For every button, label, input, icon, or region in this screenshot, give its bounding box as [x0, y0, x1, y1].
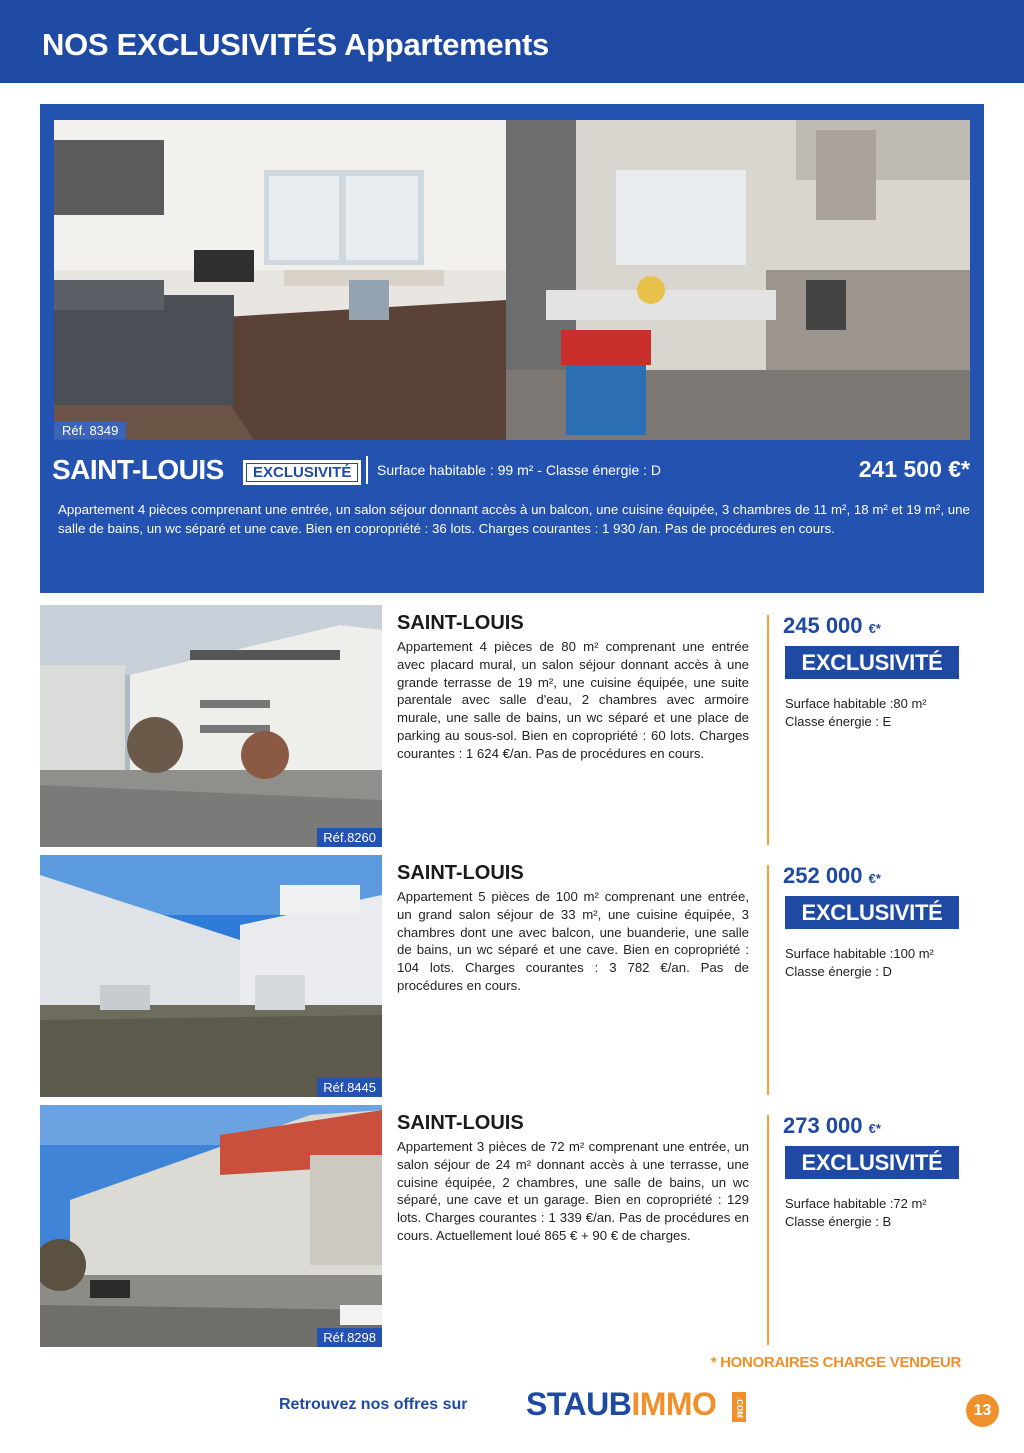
divider [366, 456, 368, 484]
featured-ref: Réf. 8349 [54, 422, 126, 439]
listing-surface: Surface habitable :100 m² [785, 946, 934, 961]
listing-city: SAINT-LOUIS [397, 1112, 524, 1134]
listing-energy-class: Classe énergie : E [785, 714, 892, 729]
divider [767, 1115, 769, 1345]
exclusive-badge: EXCLUSIVITÉ [785, 896, 959, 929]
footer-cta: Retrouvez nos offres sur [279, 1396, 468, 1413]
building-photo [40, 1105, 382, 1347]
page-number: 13 [966, 1394, 999, 1427]
listing-energy-class: Classe énergie : D [785, 964, 892, 979]
listing-description: Appartement 3 pièces de 72 m² comprenant une entrée, un salon séjour de 24 m² donnant accès à une terrasse, une cuisine équipée, 2 chambres, une salle de bains, un wc séparé, une cave et un garage. Bien en copropriété : 129 lots. Charges courantes : 1 339 €/an. Pas de procédures en cours. Actuellement loué 865 € + 90 € de charges. [397, 1139, 749, 1243]
listing-card[interactable] [40, 605, 984, 847]
building-photo [40, 605, 382, 847]
listing-surface: Surface habitable :72 m² [785, 1196, 927, 1211]
featured-exclusive-badge: EXCLUSIVITÉ [243, 460, 361, 485]
listing-card[interactable] [40, 1105, 984, 1347]
listing-surface: Surface habitable :80 m² [785, 696, 927, 711]
listing-price: 245 000 €* [783, 613, 881, 638]
listing-price: 252 000 €* [783, 863, 881, 888]
page-title: NOS EXCLUSIVITÉS Appartements [42, 27, 549, 62]
listing-price: 273 000 €* [783, 1113, 881, 1138]
page-header [0, 0, 1024, 83]
featured-listing[interactable] [40, 104, 984, 593]
listing-description: Appartement 5 pièces de 100 m² comprenant une entrée, un grand salon séjour de 33 m², une cuisine équipée, 3 chambres dont une avec balcon, une buanderie, une salle de bains, un wc séparé et une cave. Bien en copropriété : 104 lots. Charges courantes : 3 782 €/an. Pas de procédures en cours. [397, 889, 749, 993]
staubimmo-logo[interactable] [526, 1386, 716, 1423]
kitchen-photo [506, 120, 970, 440]
fees-note: * HONORAIRES CHARGE VENDEUR [710, 1354, 961, 1371]
divider [767, 865, 769, 1095]
featured-specs: Surface habitable : 99 m² - Classe énergie : D [377, 462, 662, 478]
living-room-photo [54, 120, 506, 440]
exclusive-badge: EXCLUSIVITÉ [785, 646, 959, 679]
featured-city: SAINT-LOUIS [52, 454, 224, 485]
listing-ref: Réf.8260 [317, 828, 382, 847]
exclusive-badge: EXCLUSIVITÉ [785, 1146, 959, 1179]
listing-ref: Réf.8298 [317, 1328, 382, 1347]
logo-suffix: .COM [732, 1392, 746, 1422]
listing-ref: Réf.8445 [317, 1078, 382, 1097]
listing-description: Appartement 4 pièces de 80 m² comprenant une entrée avec placard mural, un salon séjour donnant accès à une grande terrasse de 19 m², une cuisine équipée, une suite parentale avec salle d'eau, 2 chambres avec armoire murale, une salle de bains, un wc séparé et une place de parking au sous-sol. Bien en copropriété : 60 lots. Charges courantes : 1 624 €/an. Pas de procédures en cours. [397, 639, 749, 761]
listing-city: SAINT-LOUIS [397, 862, 524, 884]
listing-energy-class: Classe énergie : B [785, 1214, 892, 1229]
featured-price: 241 500 €* [858, 456, 970, 482]
building-photo [40, 855, 382, 1097]
featured-description: Appartement 4 pièces comprenant une entrée, un salon séjour donnant accès à un balcon, une cuisine équipée, 3 chambres de 11 m², 18 m² et 19 m², une salle de bains, un wc séparé et une cave. Bien en copropriété : 36 lots. Charges courantes : 1 930 /an. Pas de procédures en cours. [58, 502, 970, 536]
divider [767, 615, 769, 845]
listing-card[interactable] [40, 855, 984, 1097]
logo-accent: IMMO [631, 1386, 717, 1422]
logo-main: STAUB [526, 1386, 632, 1422]
listing-city: SAINT-LOUIS [397, 612, 524, 634]
